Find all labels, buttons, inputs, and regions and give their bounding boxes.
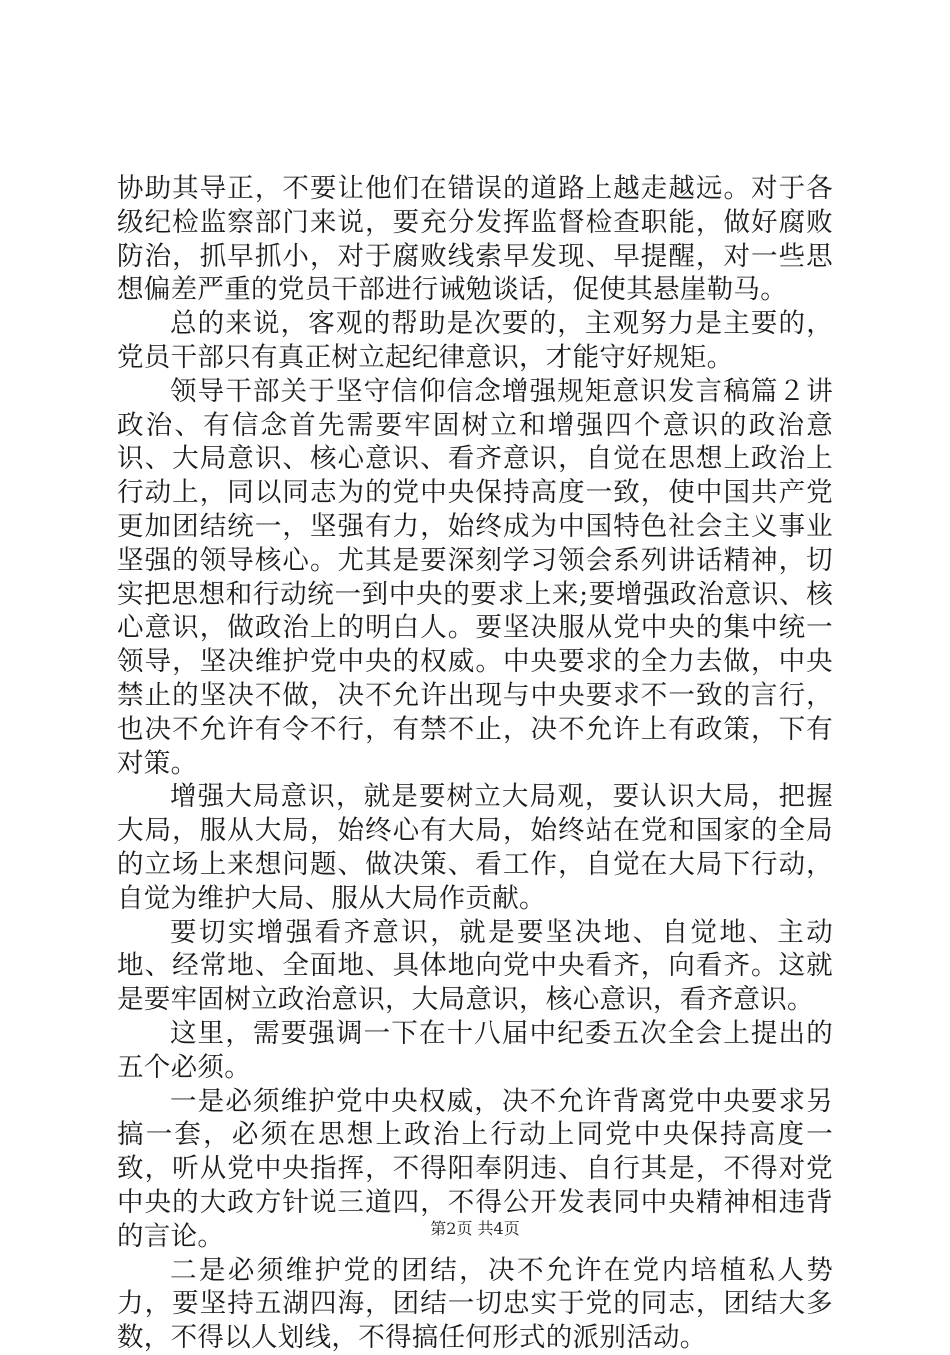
paragraph-continued: 协助其导正，不要让他们在错误的道路上越走越远。对于各级纪检监察部门来说，要充分发挥监督检查职能，做好腐败防治，抓早抓小，对于腐败线索早发现、早提醒，对一些思想偏差严重的党员干部进行诫勉谈话，促使其悬崖勒马。 — [117, 173, 833, 306]
paragraph: 增强大局意识，就是要树立大局观，要认识大局，把握大局，服从大局，始终心有大局，始终站在党和国家的全局的立场上来想问题、做决策、看工作，自觉在大局下行动，自觉为维护大局、服从大局作贡献。 — [117, 781, 833, 914]
paragraph: 这里，需要强调一下在十八届中纪委五次全会上提出的五个必须。 — [117, 1017, 833, 1083]
paragraph: 要切实增强看齐意识，就是要坚决地、自觉地、主动地、经常地、全面地、具体地向党中央看齐，向看齐。这就是要牢固树立政治意识，大局意识，核心意识，看齐意识。 — [117, 916, 833, 1016]
paragraph: 二是必须维护党的团结，决不允许在党内培植私人势力，要坚持五湖四海，团结一切忠实于党的同志，团结大多数，不得以人划线，不得搞任何形式的派别活动。 — [117, 1254, 833, 1354]
paragraph: 领导干部关于坚守信仰信念增强规矩意识发言稿篇２讲政治、有信念首先需要牢固树立和增强四个意识的政治意识、大局意识、核心意识、看齐意识，自觉在思想上政治上行动上，同以同志为的党中央保持高度一致，使中国共产党更加团结统一，坚强有力，始终成为中国特色社会主义事业坚强的领导核心。尤其是要深刻学习领会系列讲话精神，切实把思想和行动统一到中央的要求上来;要增强政治意识、核心意识，做政治上的明白人。要坚决服从党中央的集中统一领导，坚决维护党中央的权威。中央要求的全力去做，中央禁止的坚决不做，决不允许出现与中央要求不一致的言行，也决不允许有令不行，有禁不止，决不允许上有政策，下有对策。 — [117, 375, 833, 779]
document-body — [117, 172, 833, 1355]
page-number-footer: 第2页 共4页 — [430, 1219, 520, 1238]
paragraph: 一是必须维护党中央权威，决不允许背离党中央要求另搞一套，必须在思想上政治上行动上同党中央保持高度一致，听从党中央指挥，不得阳奉阴违、自行其是，不得对党中央的大政方针说三道四，不得公开发表同中央精神相违背的言论。 — [117, 1085, 833, 1252]
paragraph: 总的来说，客观的帮助是次要的，主观努力是主要的，党员干部只有真正树立起纪律意识，才能守好规矩。 — [117, 308, 833, 373]
